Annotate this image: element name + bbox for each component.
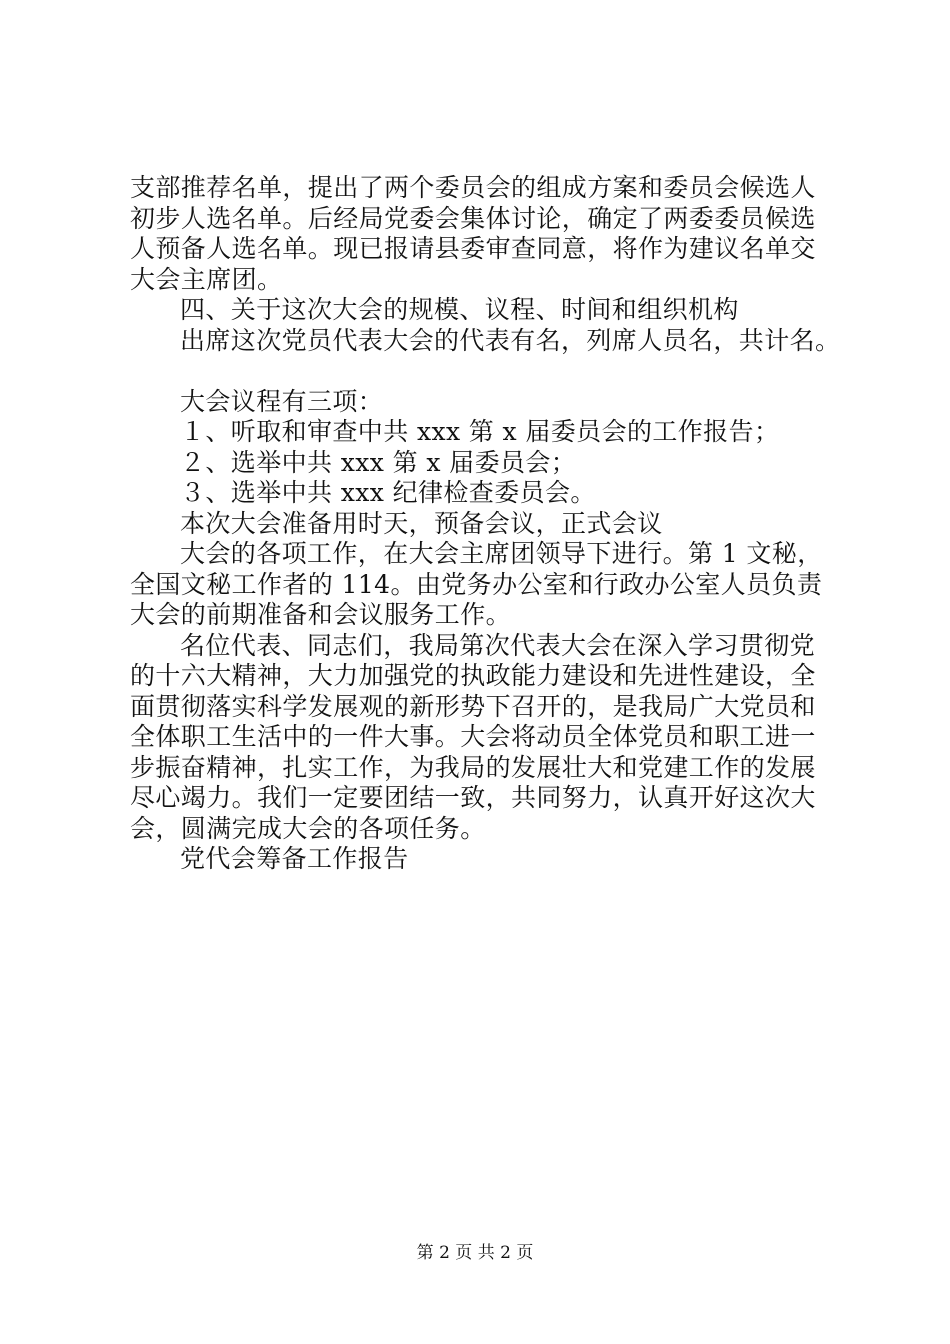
document-body (130, 173, 860, 875)
paragraph-line: 会，圆满完成大会的各项任务。 (130, 813, 486, 843)
section-heading: 四、关于这次大会的规模、议程、时间和组织机构 (180, 295, 739, 324)
agenda-item: ２、选举中共 xxx 第 x 届委员会； (180, 447, 577, 477)
paragraph-line: 全国文秘工作者的 114。由党务办公室和行政办公室人员负责 (130, 569, 823, 599)
paragraph-line: 面贯彻落实科学发展观的新形势下召开的，是我局广大党员和 (130, 691, 816, 721)
paragraph-line: 大会的前期准备和会议服务工作。 (130, 600, 512, 629)
agenda-item: １、听取和审查中共 xxx 第 x 届委员会的工作报告； (180, 417, 780, 446)
paragraph-line: 全体职工生活中的一件大事。大会将动员全体党员和职工进一 (130, 722, 816, 751)
paragraph-line: 支部推荐名单，提出了两个委员会的组成方案和委员会候选人 (130, 173, 816, 202)
paragraph-line: 出席这次党员代表大会的代表有名，列席人员名，共计名。 (180, 325, 841, 355)
paragraph-line: 大会主席团。 (130, 264, 283, 294)
agenda-heading: 大会议程有三项： (180, 386, 384, 416)
paragraph-line: 人预备人选名单。现已报请县委审查同意，将作为建议名单交 (130, 234, 816, 263)
page-footer: 第 2 页 共 2 页 (416, 1243, 534, 1263)
paragraph-line: 大会的各项工作，在大会主席团领导下进行。第 1 文秘， (180, 539, 823, 568)
blank-line (130, 356, 860, 387)
paragraph-line: 步振奋精神，扎实工作，为我局的发展壮大和党建工作的发展 (130, 752, 816, 782)
document-title-line: 党代会筹备工作报告 (180, 844, 409, 873)
paragraph-line: 本次大会准备用时天，预备会议，正式会议 (180, 508, 663, 538)
paragraph-line: 初步人选名单。后经局党委会集体讨论，确定了两委委员候选 (130, 203, 816, 233)
paragraph-line: 的十六大精神，大力加强党的执政能力建设和先进性建设，全 (130, 661, 816, 690)
agenda-item: ３、选举中共 xxx 纪律检查委员会。 (180, 478, 596, 507)
paragraph-line: 名位代表、同志们，我局第次代表大会在深入学习贯彻党 (180, 630, 816, 660)
paragraph-line: 尽心竭力。我们一定要团结一致，共同努力，认真开好这次大 (130, 783, 816, 812)
